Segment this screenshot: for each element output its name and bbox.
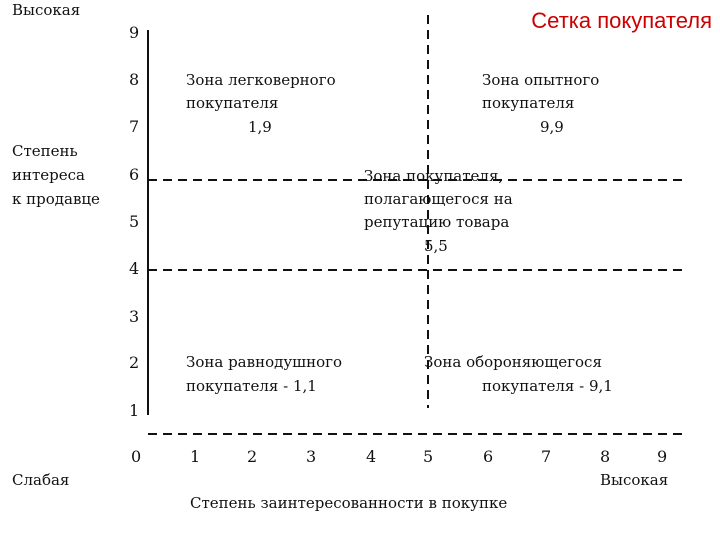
zone-reputation-line: полагающегося на (364, 190, 513, 208)
y-axis-low-label: Слабая (12, 471, 70, 489)
x-tick: 2 (247, 447, 258, 466)
y-tick: 6 (129, 165, 140, 184)
y-axis-title-line: интереса (12, 166, 85, 184)
x-tick: 6 (483, 447, 494, 466)
y-tick: 4 (129, 259, 140, 278)
y-tick: 5 (129, 212, 140, 231)
zone-experienced-coords: 9,9 (540, 118, 564, 136)
zone-reputation-line: Зона покупателя, (364, 167, 504, 185)
zone-experienced-line: Зона опытного (482, 71, 600, 89)
x-tick: 9 (657, 447, 668, 466)
slide-title: Сетка покупателя (531, 8, 712, 33)
zone-defensive-line: Зона обороняющегося (424, 353, 602, 371)
y-axis-title-line: Степень (12, 142, 78, 160)
y-axis-title-line: к продавце (12, 190, 100, 208)
x-tick: 1 (190, 447, 201, 466)
y-axis-high-label: Высокая (12, 1, 81, 19)
zone-experienced-line: покупателя (482, 94, 575, 112)
zone-defensive-line: покупателя - 9,1 (482, 377, 613, 395)
zone-indifferent-line: Зона равнодушного (186, 353, 343, 371)
zone-gullible-line: Зона легковерного (186, 71, 336, 89)
y-tick: 3 (129, 307, 140, 326)
zone-indifferent-line: покупателя - 1,1 (186, 377, 317, 395)
y-tick: 8 (129, 70, 140, 89)
x-axis-high-label: Высокая (600, 471, 669, 489)
x-tick: 5 (423, 447, 434, 466)
y-tick: 1 (129, 401, 140, 420)
zone-reputation-line: репутацию товара (364, 213, 510, 231)
x-axis-title: Степень заинтересованности в покупке (190, 494, 508, 512)
x-tick: 8 (600, 447, 611, 466)
y-tick: 9 (129, 23, 140, 42)
x-tick: 0 (131, 447, 142, 466)
y-tick: 2 (129, 353, 140, 372)
zone-gullible-line: покупателя (186, 94, 279, 112)
x-tick: 4 (366, 447, 377, 466)
x-tick: 7 (541, 447, 552, 466)
y-tick: 7 (129, 117, 140, 136)
zone-reputation-coords: 5,5 (424, 237, 448, 255)
zone-gullible-coords: 1,9 (248, 118, 272, 136)
x-tick: 3 (306, 447, 317, 466)
